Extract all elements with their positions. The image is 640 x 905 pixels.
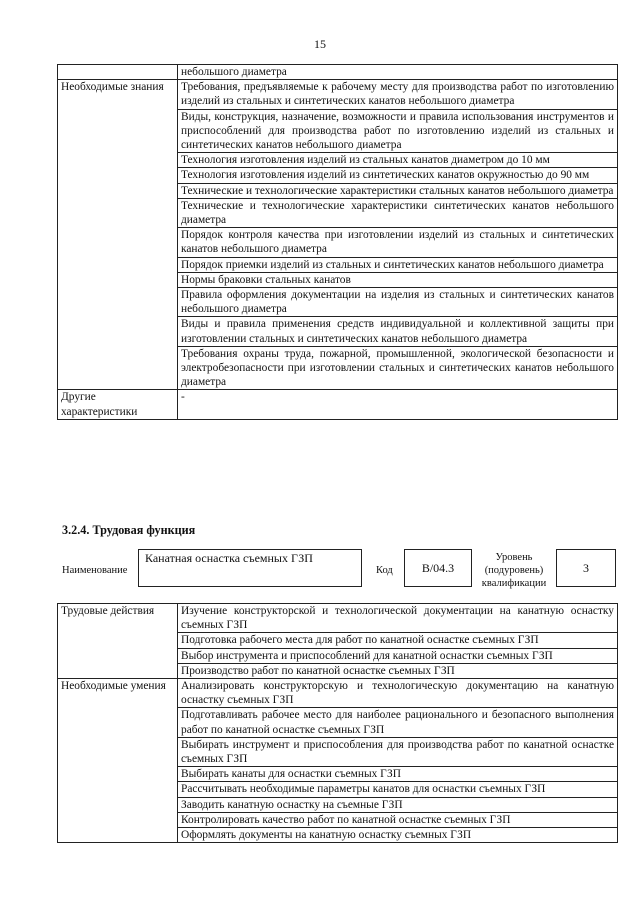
knowledge-item: Технические и технологические характеристики синтетических канатов небольшого диаметра <box>178 198 618 227</box>
row-label-knowledge: Необходимые знания <box>58 80 178 390</box>
knowledge-item: Порядок приемки изделий из стальных и синтетических канатов небольшого диаметра <box>178 257 618 272</box>
knowledge-item: Требования, предъявляемые к рабочему месту для производства работ по изготовлению изделий из стальных и синтетических канатов небольшого диаметра <box>178 80 618 109</box>
action-item: Производство работ по канатной оснастке съемных ГЗП <box>178 663 618 678</box>
skill-item: Анализировать конструкторскую и технологическую документацию на канатную оснастку съемных ГЗП <box>178 679 618 708</box>
skill-item: Оформлять документы на канатную оснастку съемных ГЗП <box>178 828 618 843</box>
row-label-skills: Необходимые умения <box>58 679 178 843</box>
action-item: Изучение конструкторской и технологической документации на канатную оснастку съемных ГЗП <box>178 604 618 633</box>
knowledge-item: Технология изготовления изделий из синтетических канатов окружностью до 90 мм <box>178 168 618 183</box>
empty-label-cell <box>58 65 178 80</box>
skill-item: Заводить канатную оснастку на съемные ГЗП <box>178 797 618 812</box>
name-label: Наименование <box>62 565 128 576</box>
knowledge-item: Порядок контроля качества при изготовлении изделий из стальных и синтетических канатов небольшого диаметра <box>178 228 618 257</box>
row-label-other: Другие характеристики <box>58 390 178 419</box>
skill-item: Рассчитывать необходимые параметры канатов для оснастки съемных ГЗП <box>178 782 618 797</box>
skill-item: Подготавливать рабочее место для наиболее рационального и безопасного выполнения работ по канатной оснастке съемных ГЗП <box>178 708 618 737</box>
knowledge-item: Технические и технологические характеристики стальных канатов небольшого диаметра <box>178 183 618 198</box>
knowledge-item: Технология изготовления изделий из стальных канатов диаметром до 10 мм <box>178 153 618 168</box>
level-box: 3 <box>556 549 616 587</box>
skill-item: Контролировать качество работ по канатной оснастке съемных ГЗП <box>178 812 618 827</box>
skill-item: Выбирать канаты для оснастки съемных ГЗП <box>178 767 618 782</box>
code-box: B/04.3 <box>404 549 472 587</box>
skill-item: Выбирать инструмент и приспособления для производства работ по канатной оснастке съемных ГЗП <box>178 737 618 766</box>
knowledge-item: Правила оформления документации на изделия из стальных и синтетических канатов небольшого диаметра <box>178 288 618 317</box>
action-item: Выбор инструмента и приспособлений для канатной оснастки съемных ГЗП <box>178 648 618 663</box>
table-row <box>58 65 618 80</box>
action-item: Подготовка рабочего места для работ по канатной оснастке съемных ГЗП <box>178 633 618 648</box>
knowledge-table <box>57 64 618 420</box>
row-label-actions: Трудовые действия <box>58 604 178 679</box>
section-title: 3.2.4. Трудовая функция <box>62 523 196 537</box>
knowledge-item: Виды, конструкция, назначение, возможности и правила использования инструментов и приспособлений для производства работ по изготовлению изделий из стальных и синтетических канатов небольшого диаметра <box>178 109 618 153</box>
level-label: Уровень (подуровень) квалификации <box>481 552 547 589</box>
table-row <box>58 604 618 633</box>
table-row <box>58 80 618 109</box>
knowledge-item: Нормы браковки стальных канатов <box>178 272 618 287</box>
page-number: 15 <box>314 37 326 51</box>
table-row <box>58 390 618 419</box>
knowledge-item: Требования охраны труда, пожарной, промышленной, экологической безопасности и электробезопасности при изготовлении стальных и синтетических канатов небольшого диаметра <box>178 346 618 390</box>
name-box: Канатная оснастка съемных ГЗП <box>138 549 362 587</box>
other-value: - <box>178 390 618 419</box>
continuation-cell: небольшого диаметра <box>178 65 618 80</box>
code-label: Код <box>376 565 393 576</box>
knowledge-item: Виды и правила применения средств индивидуальной и коллективной защиты при изготовлении стальных и синтетических канатов небольшого диаметра <box>178 317 618 346</box>
table-row <box>58 679 618 708</box>
actions-skills-table <box>57 603 618 843</box>
